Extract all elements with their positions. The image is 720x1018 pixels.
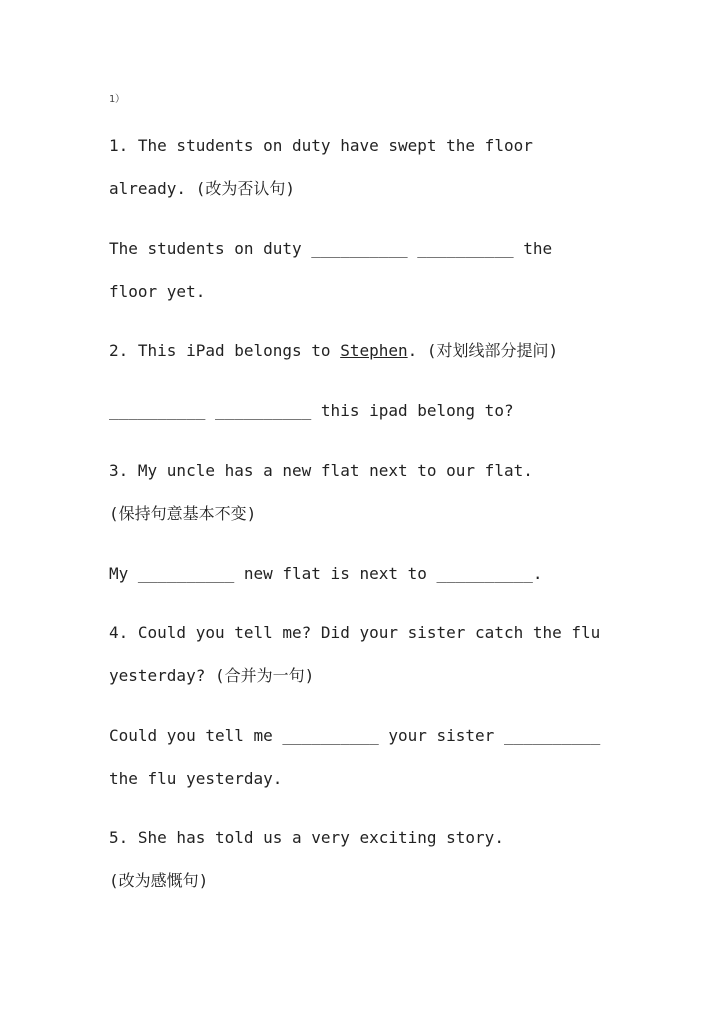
- question-2: [109, 341, 558, 361]
- question-1-line-2: already. (改为否认句): [109, 179, 295, 198]
- answer-4-line-1: Could you tell me __________ your sister __________: [109, 726, 601, 745]
- answer-3-line-1: My __________ new flat is next to __________.: [109, 564, 543, 583]
- question-3-line-1: 3. My uncle has a new flat next to our flat.: [109, 461, 533, 480]
- question-5-line-2: (改为感慨句): [109, 871, 209, 890]
- question-5-line-1: 5. She has told us a very exciting story.: [109, 828, 504, 847]
- question-3-line-2: (保持句意基本不变): [109, 504, 257, 523]
- question-4-line-1: 4. Could you tell me? Did your sister catch the flu: [109, 623, 601, 642]
- question-2-suffix: . (对划线部分提问): [407, 341, 559, 360]
- question-2-underlined-word: Stephen: [340, 341, 408, 360]
- answer-2-line-1: __________ __________ this ipad belong to?: [109, 401, 514, 420]
- question-1-line-1: 1. The students on duty have swept the floor: [109, 136, 533, 155]
- answer-1-line-1: The students on duty __________ __________ the: [109, 239, 553, 258]
- section-marker: 1）: [109, 94, 126, 105]
- answer-1-line-2: floor yet.: [109, 282, 206, 301]
- answer-4-line-2: the flu yesterday.: [109, 769, 283, 788]
- question-4-line-2: yesterday? (合并为一句): [109, 666, 315, 685]
- question-2-prefix: 2. This iPad belongs to: [109, 341, 341, 360]
